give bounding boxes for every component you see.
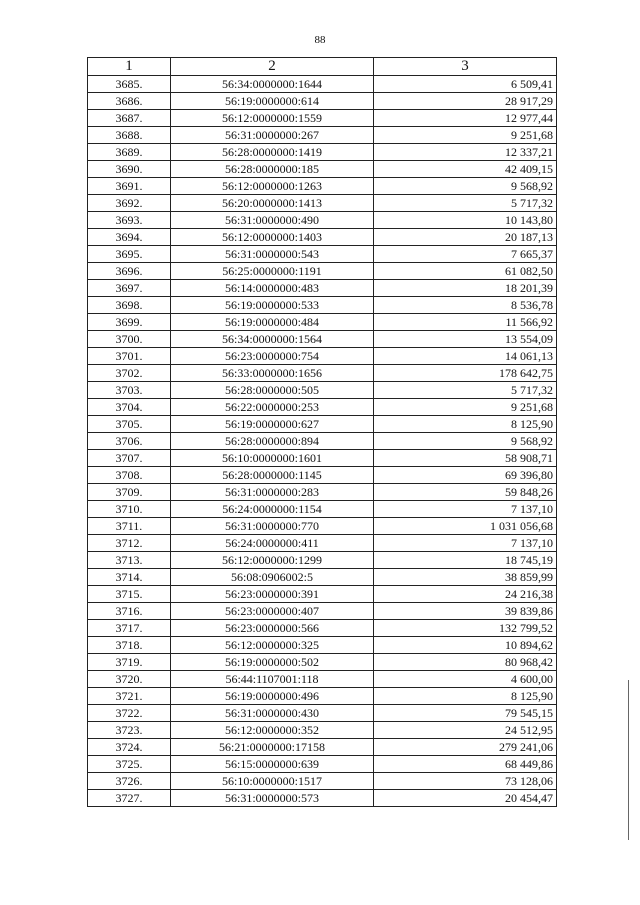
value-cell: 7 665,37	[374, 246, 557, 263]
cadastral-number-cell: 56:44:1107001:118	[171, 671, 374, 688]
table-row	[88, 535, 557, 552]
table-body	[88, 76, 557, 807]
table-row	[88, 654, 557, 671]
value-cell: 1 031 056,68	[374, 518, 557, 535]
row-number-cell: 3692.	[88, 195, 171, 212]
register-table	[87, 57, 557, 807]
table-row	[88, 671, 557, 688]
row-number-cell: 3713.	[88, 552, 171, 569]
cadastral-number-cell: 56:31:0000000:770	[171, 518, 374, 535]
value-cell: 9 251,68	[374, 399, 557, 416]
row-number-cell: 3705.	[88, 416, 171, 433]
row-number-cell: 3690.	[88, 161, 171, 178]
value-cell: 20 454,47	[374, 790, 557, 807]
column-header-3: 3	[374, 58, 557, 76]
table-row	[88, 637, 557, 654]
table-row	[88, 501, 557, 518]
cadastral-number-cell: 56:19:0000000:496	[171, 688, 374, 705]
row-number-cell: 3723.	[88, 722, 171, 739]
cadastral-number-cell: 56:31:0000000:430	[171, 705, 374, 722]
row-number-cell: 3707.	[88, 450, 171, 467]
cadastral-number-cell: 56:14:0000000:483	[171, 280, 374, 297]
cadastral-number-cell: 56:31:0000000:573	[171, 790, 374, 807]
cadastral-number-cell: 56:19:0000000:533	[171, 297, 374, 314]
cadastral-number-cell: 56:33:0000000:1656	[171, 365, 374, 382]
header-row	[88, 58, 557, 76]
table-row	[88, 688, 557, 705]
row-number-cell: 3699.	[88, 314, 171, 331]
table-row	[88, 382, 557, 399]
row-number-cell: 3689.	[88, 144, 171, 161]
value-cell: 73 128,06	[374, 773, 557, 790]
cadastral-number-cell: 56:25:0000000:1191	[171, 263, 374, 280]
cadastral-number-cell: 56:12:0000000:1559	[171, 110, 374, 127]
table-row	[88, 467, 557, 484]
value-cell: 11 566,92	[374, 314, 557, 331]
value-cell: 80 968,42	[374, 654, 557, 671]
cadastral-number-cell: 56:19:0000000:627	[171, 416, 374, 433]
cadastral-number-cell: 56:28:0000000:894	[171, 433, 374, 450]
row-number-cell: 3706.	[88, 433, 171, 450]
table-row	[88, 518, 557, 535]
value-cell: 42 409,15	[374, 161, 557, 178]
cadastral-number-cell: 56:12:0000000:1403	[171, 229, 374, 246]
value-cell: 38 859,99	[374, 569, 557, 586]
value-cell: 24 216,38	[374, 586, 557, 603]
table-row	[88, 93, 557, 110]
table-row	[88, 705, 557, 722]
table-row	[88, 433, 557, 450]
cadastral-number-cell: 56:19:0000000:484	[171, 314, 374, 331]
cadastral-number-cell: 56:31:0000000:283	[171, 484, 374, 501]
row-number-cell: 3698.	[88, 297, 171, 314]
table-row	[88, 297, 557, 314]
value-cell: 9 251,68	[374, 127, 557, 144]
cadastral-number-cell: 56:21:0000000:17158	[171, 739, 374, 756]
table-row	[88, 722, 557, 739]
cadastral-number-cell: 56:10:0000000:1601	[171, 450, 374, 467]
row-number-cell: 3694.	[88, 229, 171, 246]
value-cell: 12 977,44	[374, 110, 557, 127]
row-number-cell: 3718.	[88, 637, 171, 654]
row-number-cell: 3685.	[88, 76, 171, 93]
table-row	[88, 620, 557, 637]
table-row	[88, 314, 557, 331]
value-cell: 68 449,86	[374, 756, 557, 773]
table-row	[88, 348, 557, 365]
table-row	[88, 399, 557, 416]
table-row	[88, 212, 557, 229]
row-number-cell: 3686.	[88, 93, 171, 110]
value-cell: 279 241,06	[374, 739, 557, 756]
value-cell: 4 600,00	[374, 671, 557, 688]
row-number-cell: 3687.	[88, 110, 171, 127]
value-cell: 5 717,32	[374, 382, 557, 399]
row-number-cell: 3688.	[88, 127, 171, 144]
value-cell: 8 125,90	[374, 416, 557, 433]
row-number-cell: 3725.	[88, 756, 171, 773]
value-cell: 13 554,09	[374, 331, 557, 348]
column-header-1: 1	[88, 58, 171, 76]
row-number-cell: 3702.	[88, 365, 171, 382]
cadastral-number-cell: 56:23:0000000:754	[171, 348, 374, 365]
value-cell: 79 545,15	[374, 705, 557, 722]
cadastral-number-cell: 56:20:0000000:1413	[171, 195, 374, 212]
value-cell: 58 908,71	[374, 450, 557, 467]
row-number-cell: 3714.	[88, 569, 171, 586]
value-cell: 5 717,32	[374, 195, 557, 212]
row-number-cell: 3696.	[88, 263, 171, 280]
table-row	[88, 790, 557, 807]
table-row	[88, 161, 557, 178]
value-cell: 18 201,39	[374, 280, 557, 297]
row-number-cell: 3724.	[88, 739, 171, 756]
row-number-cell: 3712.	[88, 535, 171, 552]
cadastral-number-cell: 56:23:0000000:566	[171, 620, 374, 637]
row-number-cell: 3711.	[88, 518, 171, 535]
table-row	[88, 263, 557, 280]
cadastral-number-cell: 56:28:0000000:185	[171, 161, 374, 178]
row-number-cell: 3704.	[88, 399, 171, 416]
cadastral-number-cell: 56:19:0000000:502	[171, 654, 374, 671]
row-number-cell: 3700.	[88, 331, 171, 348]
value-cell: 24 512,95	[374, 722, 557, 739]
value-cell: 10 143,80	[374, 212, 557, 229]
value-cell: 7 137,10	[374, 501, 557, 518]
table-row	[88, 195, 557, 212]
row-number-cell: 3693.	[88, 212, 171, 229]
table-row	[88, 127, 557, 144]
row-number-cell: 3721.	[88, 688, 171, 705]
value-cell: 9 568,92	[374, 433, 557, 450]
cadastral-number-cell: 56:08:0906002:5	[171, 569, 374, 586]
value-cell: 18 745,19	[374, 552, 557, 569]
table-row	[88, 110, 557, 127]
cadastral-number-cell: 56:12:0000000:352	[171, 722, 374, 739]
row-number-cell: 3720.	[88, 671, 171, 688]
table-row	[88, 450, 557, 467]
row-number-cell: 3715.	[88, 586, 171, 603]
cadastral-number-cell: 56:28:0000000:505	[171, 382, 374, 399]
cadastral-number-cell: 56:28:0000000:1419	[171, 144, 374, 161]
row-number-cell: 3691.	[88, 178, 171, 195]
value-cell: 9 568,92	[374, 178, 557, 195]
value-cell: 7 137,10	[374, 535, 557, 552]
cadastral-number-cell: 56:15:0000000:639	[171, 756, 374, 773]
table-row	[88, 773, 557, 790]
value-cell: 10 894,62	[374, 637, 557, 654]
cadastral-number-cell: 56:12:0000000:1263	[171, 178, 374, 195]
table-row	[88, 144, 557, 161]
cadastral-number-cell: 56:12:0000000:1299	[171, 552, 374, 569]
row-number-cell: 3727.	[88, 790, 171, 807]
table-row	[88, 484, 557, 501]
value-cell: 69 396,80	[374, 467, 557, 484]
column-header-2: 2	[171, 58, 374, 76]
table-row	[88, 756, 557, 773]
value-cell: 132 799,52	[374, 620, 557, 637]
table-row	[88, 586, 557, 603]
cadastral-number-cell: 56:23:0000000:407	[171, 603, 374, 620]
cadastral-number-cell: 56:19:0000000:614	[171, 93, 374, 110]
table-header	[88, 58, 557, 76]
table-row	[88, 246, 557, 263]
row-number-cell: 3717.	[88, 620, 171, 637]
value-cell: 28 917,29	[374, 93, 557, 110]
row-number-cell: 3726.	[88, 773, 171, 790]
table-row	[88, 76, 557, 93]
cadastral-number-cell: 56:31:0000000:543	[171, 246, 374, 263]
cadastral-number-cell: 56:10:0000000:1517	[171, 773, 374, 790]
value-cell: 59 848,26	[374, 484, 557, 501]
row-number-cell: 3708.	[88, 467, 171, 484]
row-number-cell: 3697.	[88, 280, 171, 297]
row-number-cell: 3709.	[88, 484, 171, 501]
value-cell: 12 337,21	[374, 144, 557, 161]
cadastral-number-cell: 56:22:0000000:253	[171, 399, 374, 416]
cadastral-number-cell: 56:24:0000000:1154	[171, 501, 374, 518]
margin-line	[628, 680, 629, 840]
table-row	[88, 178, 557, 195]
row-number-cell: 3703.	[88, 382, 171, 399]
table-row	[88, 229, 557, 246]
cadastral-number-cell: 56:12:0000000:325	[171, 637, 374, 654]
table-row	[88, 280, 557, 297]
value-cell: 61 082,50	[374, 263, 557, 280]
value-cell: 14 061,13	[374, 348, 557, 365]
table-row	[88, 331, 557, 348]
table-row	[88, 416, 557, 433]
value-cell: 20 187,13	[374, 229, 557, 246]
table-row	[88, 569, 557, 586]
cadastral-number-cell: 56:34:0000000:1564	[171, 331, 374, 348]
value-cell: 8 536,78	[374, 297, 557, 314]
table-row	[88, 739, 557, 756]
cadastral-number-cell: 56:31:0000000:490	[171, 212, 374, 229]
value-cell: 178 642,75	[374, 365, 557, 382]
row-number-cell: 3719.	[88, 654, 171, 671]
value-cell: 6 509,41	[374, 76, 557, 93]
cadastral-number-cell: 56:23:0000000:391	[171, 586, 374, 603]
page-number: 88	[314, 34, 326, 46]
value-cell: 8 125,90	[374, 688, 557, 705]
table-row	[88, 603, 557, 620]
row-number-cell: 3701.	[88, 348, 171, 365]
table-row	[88, 365, 557, 382]
value-cell: 39 839,86	[374, 603, 557, 620]
table-row	[88, 552, 557, 569]
row-number-cell: 3716.	[88, 603, 171, 620]
row-number-cell: 3695.	[88, 246, 171, 263]
cadastral-number-cell: 56:24:0000000:411	[171, 535, 374, 552]
cadastral-number-cell: 56:34:0000000:1644	[171, 76, 374, 93]
row-number-cell: 3722.	[88, 705, 171, 722]
row-number-cell: 3710.	[88, 501, 171, 518]
cadastral-number-cell: 56:31:0000000:267	[171, 127, 374, 144]
cadastral-number-cell: 56:28:0000000:1145	[171, 467, 374, 484]
